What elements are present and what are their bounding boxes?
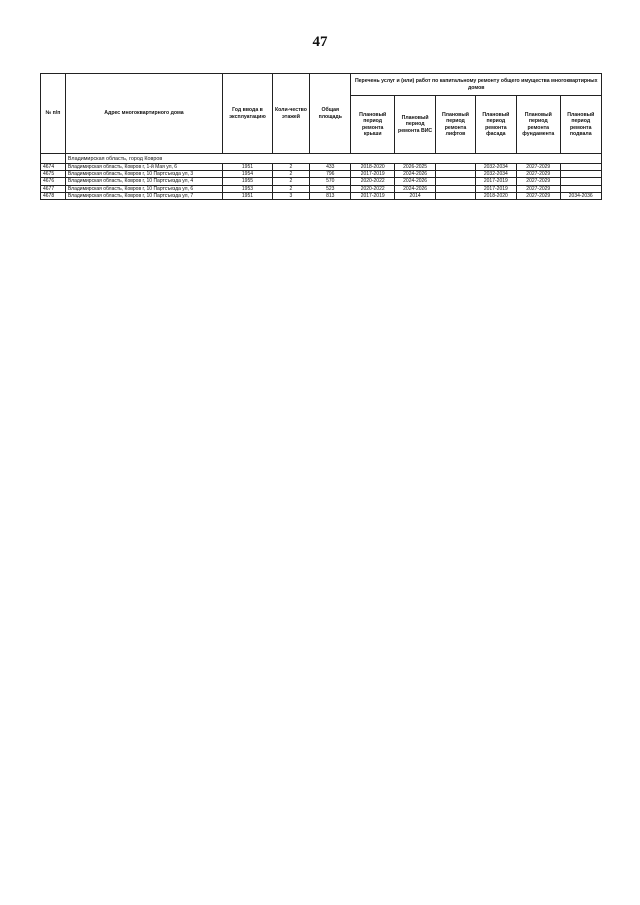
row-area: 813 (310, 192, 351, 199)
row-address: Владимирская область, Ковров г, 10 Партсъезда ул, 7 (65, 192, 222, 199)
row-roof: 2017-2019 (351, 192, 394, 199)
row-number: 4677 (41, 185, 66, 192)
row-number: 4675 (41, 171, 66, 178)
row-year: 1955 (223, 178, 273, 185)
row-address: Владимирская область, Ковров г, 10 Партсъезда ул, 6 (65, 185, 222, 192)
row-vis: 2024-2026 (394, 178, 435, 185)
row-foundation: 2027-2029 (517, 185, 560, 192)
row-floors: 2 (272, 178, 309, 185)
page-number: 47 (312, 34, 328, 50)
works-group-header: Перечень услуг и (или) работ по капитальному ремонту общего имущества многоквартирных домов (351, 74, 602, 96)
row-facade: 2018-2020 (475, 192, 516, 199)
col-facade-header: Плановый период ремонта фасада (475, 96, 516, 154)
row-facade: 2017-2019 (475, 178, 516, 185)
row-lifts (436, 192, 475, 199)
table-row (41, 185, 602, 192)
row-foundation: 2027-2029 (517, 171, 560, 178)
row-number: 4676 (41, 178, 66, 185)
row-floors: 2 (272, 171, 309, 178)
row-year: 1951 (223, 164, 273, 171)
row-vis: 2026-2025 (394, 164, 435, 171)
row-roof: 2020-2022 (351, 178, 394, 185)
col-lifts-header: Плановый период ремонта лифтов (436, 96, 475, 154)
row-basement (560, 178, 602, 185)
row-floors: 2 (272, 185, 309, 192)
col-address-header: Адрес многоквартирного дома (65, 74, 222, 154)
row-vis: 2024-2026 (394, 185, 435, 192)
row-foundation: 2027-2029 (517, 192, 560, 199)
row-vis: 2024-2026 (394, 171, 435, 178)
table-row (41, 178, 602, 185)
row-lifts (436, 178, 475, 185)
row-basement (560, 185, 602, 192)
col-area-header: Общая площадь (310, 74, 351, 154)
row-roof: 2017-2019 (351, 171, 394, 178)
region-label: Владимирская область, город Ковров (65, 154, 601, 164)
row-lifts (436, 171, 475, 178)
col-floors-header: Коли-чество этажей (272, 74, 309, 154)
row-roof: 2020-2022 (351, 185, 394, 192)
row-foundation: 2027-2029 (517, 164, 560, 171)
row-year: 1954 (223, 171, 273, 178)
col-year-header: Год ввода в эксплуатацию (223, 74, 273, 154)
row-number: 4674 (41, 164, 66, 171)
row-address: Владимирская область, Ковров г, 10 Партсъезда ул, 4 (65, 178, 222, 185)
row-basement (560, 164, 602, 171)
row-basement (560, 171, 602, 178)
col-vis-header: Плановый период ремонта ВИС (394, 96, 435, 154)
row-roof: 2018-2020 (351, 164, 394, 171)
col-basement-header: Плановый период ремонта подвала (560, 96, 602, 154)
row-area: 796 (310, 171, 351, 178)
row-address: Владимирская область, Ковров г, 1-й Мая ул, 6 (65, 164, 222, 171)
col-roof-header: Плановый период ремонта крыши (351, 96, 394, 154)
row-area: 523 (310, 185, 351, 192)
row-floors: 2 (272, 164, 309, 171)
col-num-header: № п/п (41, 74, 66, 154)
row-year: 1951 (223, 192, 273, 199)
row-facade: 2017-2019 (475, 185, 516, 192)
row-number: 4678 (41, 192, 66, 199)
table-row (41, 164, 602, 171)
row-facade: 2032-2034 (475, 171, 516, 178)
table-row (41, 171, 602, 178)
col-foundation-header: Плановый период ремонта фундамента (517, 96, 560, 154)
row-lifts (436, 164, 475, 171)
houses-table (40, 73, 602, 200)
row-year: 1953 (223, 185, 273, 192)
row-basement: 2034-2036 (560, 192, 602, 199)
row-facade: 2032-2034 (475, 164, 516, 171)
row-lifts (436, 185, 475, 192)
row-area: 570 (310, 178, 351, 185)
row-floors: 3 (272, 192, 309, 199)
row-area: 433 (310, 164, 351, 171)
table-row (41, 192, 602, 199)
row-foundation: 2027-2029 (517, 178, 560, 185)
row-vis: 2014 (394, 192, 435, 199)
row-address: Владимирская область, Ковров г, 10 Партсъезда ул, 3 (65, 171, 222, 178)
